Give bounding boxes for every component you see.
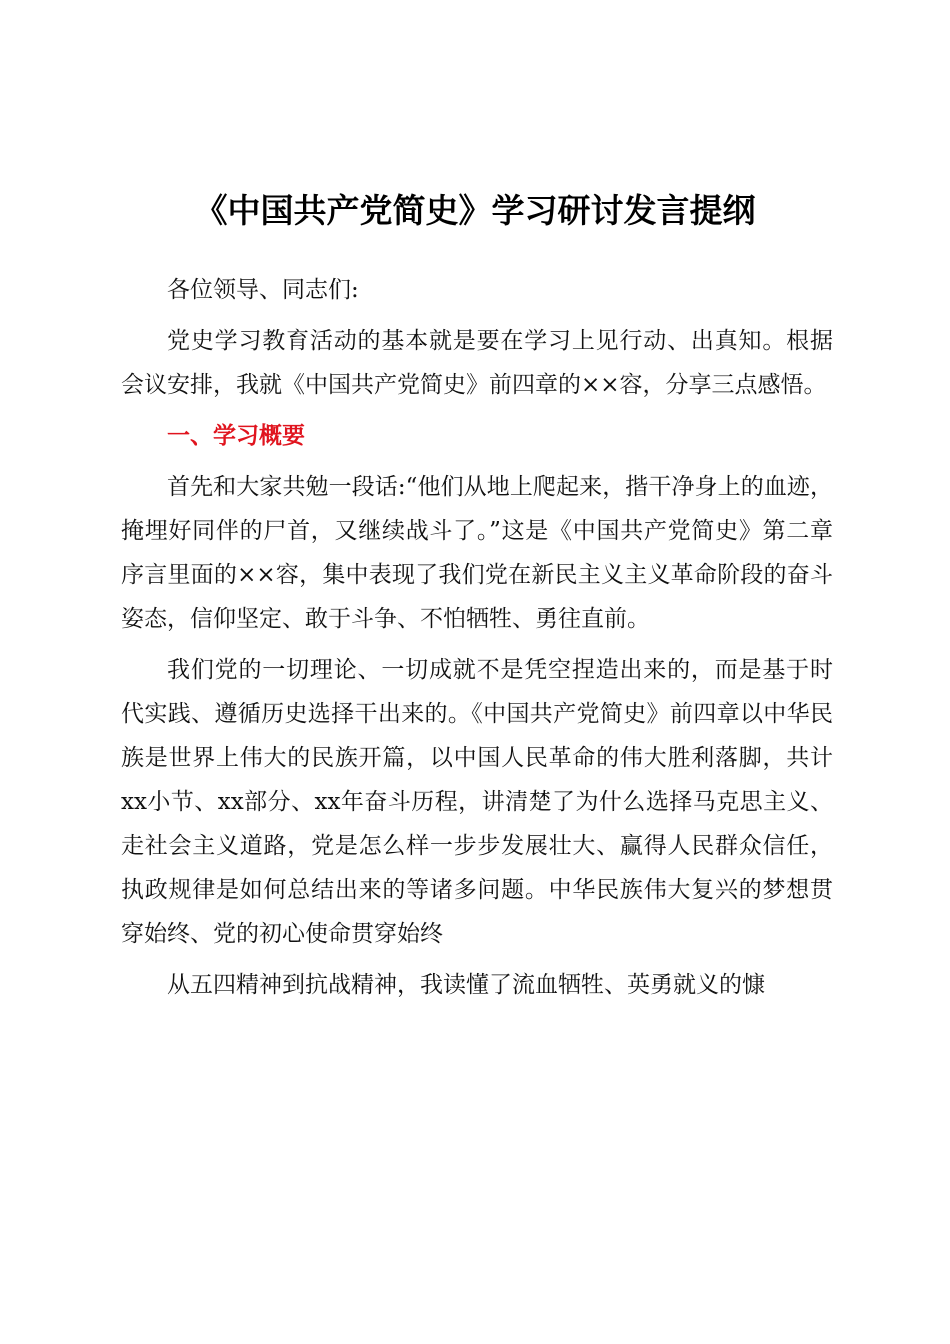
document-body: [121, 268, 833, 1007]
document-title: 《中国共产党简史》学习研讨发言提纲: [194, 191, 756, 230]
section-heading-summary: 一、学习概要: [167, 423, 305, 449]
greeting-paragraph: 各位领导、同志们:: [167, 277, 359, 303]
body-paragraph-2: 我们党的一切理论、一切成就不是凭空捏造出来的，而是基于时代实践、遵循历史选择干出来的。《中国共产党简史》前四章以中华民族是世界上伟大的民族开篇，以中国人民革命的伟大胜利落脚，共计xx小节、xx部分、xx年奋斗历程，讲清楚了为什么选择马克思主义、走社会主义道路，党是怎么样一步步发展壮大、赢得人民群众信任，执政规律是如何总结出来的等诸多问题。中华民族伟大复兴的梦想贯穿始终、党的初心使命贯穿始终: [121, 657, 833, 947]
body-paragraph-1: 首先和大家共勉一段话:“他们从地上爬起来，揩干净身上的血迹，掩埋好同伴的尸首，又继续战斗了。”这是《中国共产党简史》第二章序言里面的××容，集中表现了我们党在新民主义主义革命阶段的奋斗姿态，信仰坚定、敢于斗争、不怕牺牲、勇往直前。: [121, 474, 833, 632]
intro-paragraph: 党史学习教育活动的基本就是要在学习上见行动、出真知。根据会议安排，我就《中国共产党简史》前四章的××容，分享三点感悟。: [121, 328, 833, 398]
body-paragraph-3: 从五四精神到抗战精神，我读懂了流血牺牲、英勇就义的慷: [167, 972, 765, 998]
